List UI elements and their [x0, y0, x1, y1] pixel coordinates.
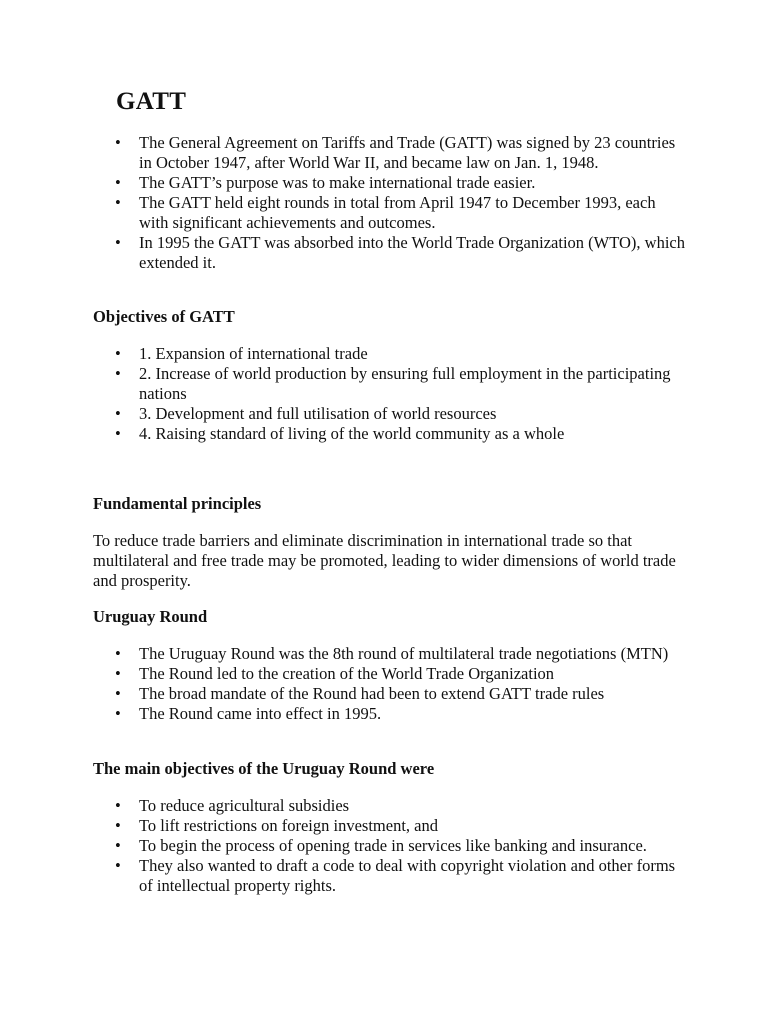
objectives-heading: Objectives of GATT: [93, 307, 235, 326]
fundamental-heading: Fundamental principles: [93, 494, 262, 513]
bullet: •: [115, 664, 121, 683]
list-item: [0, 173, 689, 193]
uruguay-objectives-heading: The main objectives of the Uruguay Round were: [93, 759, 435, 778]
list-item-text: The General Agreement on Tariffs and Trade (GATT) was signed by 23 countries in October 1947, after World War II, and became law on Jan. 1, 1948.: [139, 133, 676, 172]
list-item-text: 4. Raising standard of living of the world community as a whole: [139, 424, 565, 443]
list-item-text: To reduce agricultural subsidies: [139, 796, 350, 815]
list-item: [0, 664, 684, 684]
list-item-text: They also wanted to draft a code to deal with copyright violation and other forms of intellectual property rights.: [139, 856, 676, 895]
uruguay-heading: Uruguay Round: [93, 607, 208, 626]
bullet: •: [115, 856, 121, 875]
list-item-text: 2. Increase of world production by ensuring full employment in the participating nations: [139, 364, 671, 403]
list-item-text: The Round came into effect in 1995.: [139, 704, 382, 723]
bullet: •: [115, 796, 121, 815]
list-item-text: To begin the process of opening trade in services like banking and insurance.: [139, 836, 647, 855]
bullet: •: [115, 173, 121, 192]
bullet: •: [115, 816, 121, 835]
uruguay-objectives-list: [0, 796, 700, 896]
list-item: [0, 424, 684, 444]
bullet: •: [115, 133, 121, 152]
uruguay-list: [0, 644, 700, 724]
intro-list: [0, 133, 700, 273]
bullet: •: [115, 364, 121, 383]
bullet: •: [115, 193, 121, 212]
list-item-text: In 1995 the GATT was absorbed into the World Trade Organization (WTO), which extended it.: [139, 233, 685, 272]
list-item-text: The GATT’s purpose was to make international trade easier.: [139, 173, 536, 192]
list-item: [0, 364, 684, 404]
list-item: [0, 644, 684, 664]
list-item: [0, 193, 689, 233]
list-item: [0, 816, 684, 836]
list-item-text: The Round led to the creation of the World Trade Organization: [139, 664, 555, 683]
bullet: •: [115, 704, 121, 723]
list-item: [0, 684, 684, 704]
list-item: [0, 344, 684, 364]
list-item: [0, 856, 684, 896]
list-item-text: 3. Development and full utilisation of world resources: [139, 404, 497, 423]
list-item: [0, 704, 684, 724]
bullet: •: [115, 404, 121, 423]
bullet: •: [115, 644, 121, 663]
list-item-text: To lift restrictions on foreign investment, and: [139, 816, 438, 835]
list-item: [0, 404, 684, 424]
list-item: [0, 133, 689, 173]
objectives-list: [0, 344, 700, 444]
list-item-text: The GATT held eight rounds in total from April 1947 to December 1993, each with significant achievements and outcomes.: [139, 193, 656, 232]
bullet: •: [115, 233, 121, 252]
list-item: [0, 233, 689, 273]
page-title: GATT: [116, 88, 187, 115]
list-item-text: 1. Expansion of international trade: [139, 344, 368, 363]
list-item-text: The broad mandate of the Round had been to extend GATT trade rules: [139, 684, 605, 703]
fundamental-paragraph: To reduce trade barriers and eliminate discrimination in international trade so that multilateral and free trade may be promoted, leading to wider dimensions of world trade and prosperity.: [93, 531, 676, 590]
bullet: •: [115, 344, 121, 363]
bullet: •: [115, 424, 121, 443]
list-item: [0, 836, 684, 856]
bullet: •: [115, 836, 121, 855]
bullet: •: [115, 684, 121, 703]
list-item: [0, 796, 684, 816]
list-item-text: The Uruguay Round was the 8th round of multilateral trade negotiations (MTN): [139, 644, 669, 663]
